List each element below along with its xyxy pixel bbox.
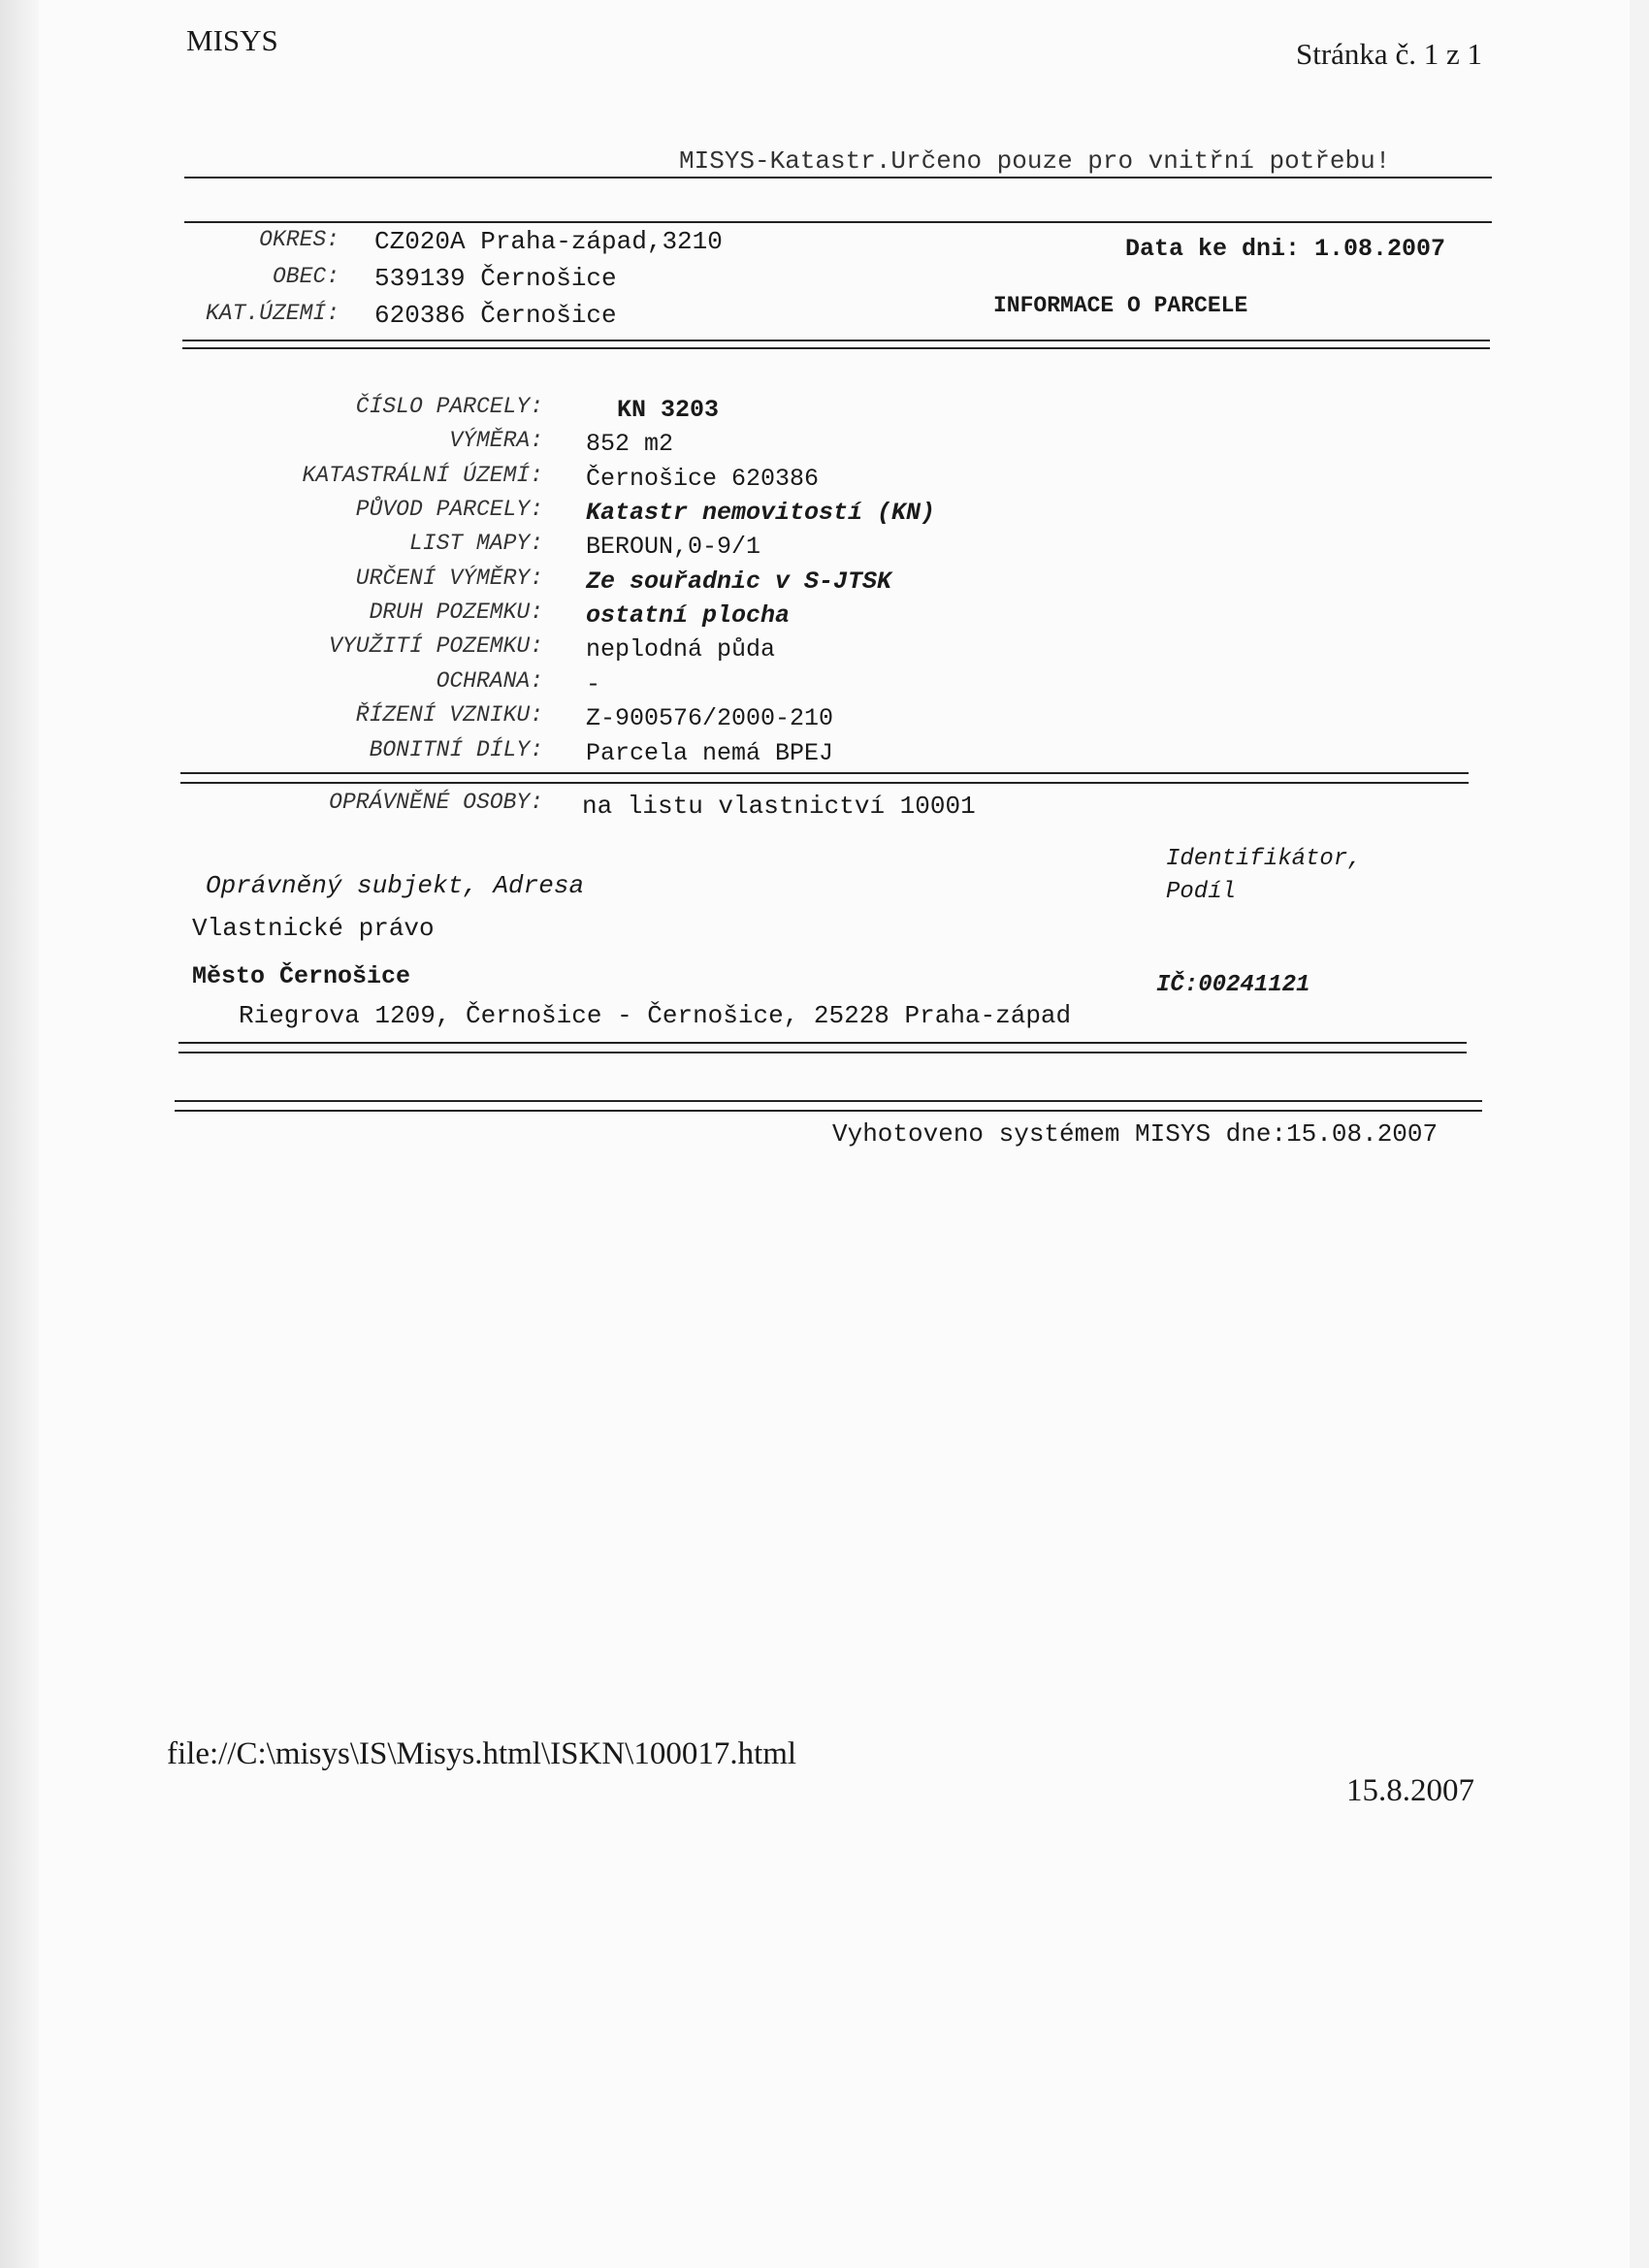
parcel-value-rizeni-vzniku: Z-900576/2000-210 [586, 704, 834, 732]
divider [178, 1052, 1467, 1053]
parcel-label-ochrana: OCHRANA: [436, 668, 543, 694]
parcel-label-bonitni-dily: BONITNÍ DÍLY: [369, 737, 543, 762]
page-edge [0, 0, 39, 2268]
parcel-value-cislo: KN 3203 [617, 396, 720, 424]
print-url: file://C:\misys\IS\Misys.html\ISKN\100017.html [167, 1736, 797, 1771]
data-ke-dni: Data ke dni: 1.08.2007 [1125, 235, 1446, 263]
parcel-value-puvod: Katastr nemovitostí (KN) [586, 499, 936, 527]
opravnene-osoby-label: OPRÁVNĚNÉ OSOBY: [329, 790, 543, 815]
print-date: 15.8.2007 [1346, 1773, 1474, 1808]
right-type: Vlastnické právo [192, 914, 435, 943]
divider [180, 772, 1469, 774]
kat-uzemi-value: 620386 Černošice [374, 301, 617, 330]
divider [184, 221, 1492, 223]
generated-footer: Vyhotoveno systémem MISYS dne:15.08.2007 [832, 1119, 1439, 1149]
okres-value: CZ020A Praha-západ,3210 [374, 227, 723, 256]
opravnene-osoby-value: na listu vlastnictví 10001 [582, 792, 976, 821]
parcel-label-cislo: ČÍSLO PARCELY: [355, 394, 543, 419]
internal-use-notice: MISYS-Katastr.Určeno pouze pro vnitřní potřebu! [679, 146, 1391, 176]
col-identifier-2: Podíl [1166, 879, 1237, 905]
kat-uzemi-label: KAT.ÚZEMÍ: [205, 301, 340, 326]
parcel-value-ochrana: - [586, 670, 601, 698]
obec-value: 539139 Černošice [374, 264, 617, 293]
parcel-value-vymera: 852 m2 [586, 430, 674, 458]
divider [180, 782, 1469, 784]
parcel-value-vyuziti-pozemku: neplodná půda [586, 635, 776, 664]
owner-name: Město Černošice [192, 962, 411, 990]
section-title: INFORMACE O PARCELE [993, 293, 1248, 318]
parcel-label-urceni-vymery: URČENÍ VÝMĚRY: [355, 566, 543, 591]
print-page-counter: Stránka č. 1 z 1 [1296, 37, 1482, 71]
divider [182, 340, 1490, 341]
divider [184, 177, 1492, 178]
parcel-value-urceni-vymery: Ze souřadnic v S-JTSK [586, 567, 892, 596]
parcel-value-druh-pozemku: ostatní plocha [586, 601, 791, 630]
parcel-label-katastralni-uzemi: KATASTRÁLNÍ ÚZEMÍ: [302, 463, 543, 488]
print-header-title: MISYS [186, 23, 278, 57]
divider [175, 1100, 1482, 1102]
okres-label: OKRES: [259, 227, 340, 252]
parcel-value-bonitni-dily: Parcela nemá BPEJ [586, 739, 834, 767]
divider [182, 347, 1490, 349]
obec-label: OBEC: [272, 264, 340, 289]
parcel-label-rizeni-vzniku: ŘÍZENÍ VZNIKU: [355, 702, 543, 728]
parcel-label-list-mapy: LIST MAPY: [408, 531, 543, 556]
owner-address: Riegrova 1209, Černošice - Černošice, 25228 Praha-západ [239, 1001, 1072, 1030]
col-subject: Oprávněný subjekt, Adresa [206, 871, 585, 900]
parcel-label-vyuziti-pozemku: VYUŽITÍ POZEMKU: [329, 633, 543, 659]
parcel-label-vymera: VÝMĚRA: [449, 428, 543, 453]
owner-id: IČ:00241121 [1156, 972, 1310, 998]
col-identifier-1: Identifikátor, [1166, 846, 1362, 872]
parcel-value-list-mapy: BEROUN,0-9/1 [586, 533, 761, 561]
parcel-label-puvod: PŮVOD PARCELY: [355, 497, 543, 522]
divider [178, 1042, 1467, 1044]
parcel-label-druh-pozemku: DRUH POZEMKU: [369, 599, 543, 625]
divider [175, 1110, 1482, 1112]
parcel-value-katastralni-uzemi: Černošice 620386 [586, 465, 820, 493]
